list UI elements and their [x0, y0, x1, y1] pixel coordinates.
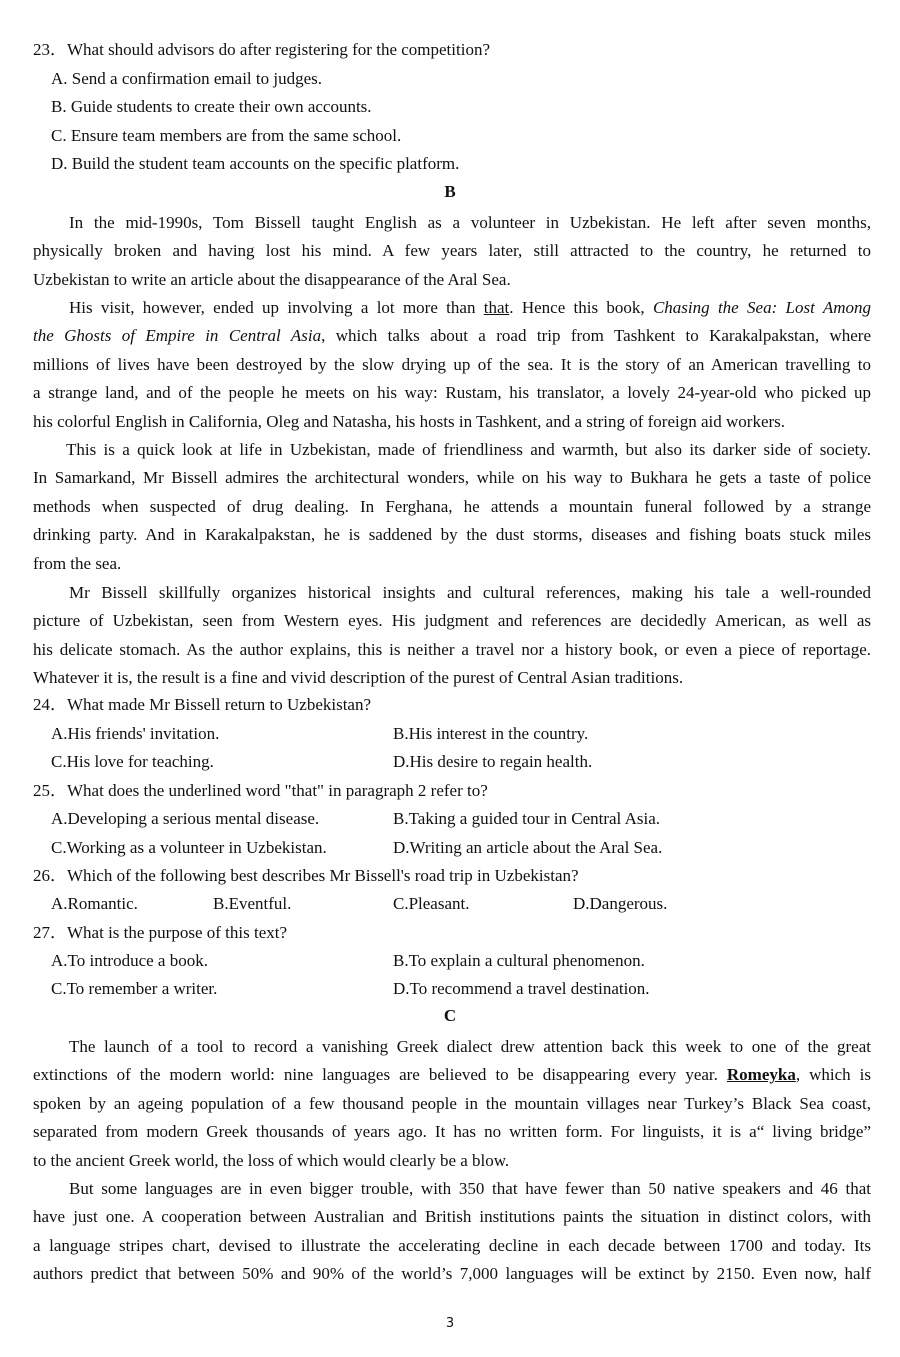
- text-line: drinking party. And in Karakalpakstan, he is saddened by the dust storms, diseases and fishing boats stuck miles: [33, 525, 871, 545]
- text-line: to the ancient Greek world, the loss of which would clearly be a blow.: [33, 1150, 510, 1170]
- q27-option-d: D.To recommend a travel destination.: [393, 979, 650, 998]
- text-line: physically broken and having lost his mind. A few years later, still attracted to the country, he returned to: [33, 241, 871, 261]
- q24-option-a: A.His friends' invitation.: [51, 724, 220, 743]
- text-line: The launch of a tool to record a vanishing Greek dialect drew attention back this week to one of the great: [69, 1037, 871, 1056]
- text-run: His visit, however, ended up involving a lot more than: [69, 298, 484, 317]
- q26-option-b: B.Eventful.: [213, 894, 292, 913]
- section-b-paragraph-2: [33, 294, 871, 436]
- book-title-part-1: Chasing the Sea: Lost Among: [652, 298, 871, 317]
- q25-stem: 25．What does the underlined word "that" in paragraph 2 refer to?: [33, 781, 488, 800]
- q24-stem: 24．What made Mr Bissell return to Uzbekistan?: [33, 695, 372, 714]
- q23-option-b: B. Guide students to create their own accounts.: [51, 97, 372, 116]
- text-run: . Hence this book,: [509, 298, 653, 317]
- q26-option-a: A.Romantic.: [51, 894, 138, 913]
- q26-option-d: D.Dangerous.: [573, 894, 668, 913]
- text-line: millions of lives have been destroyed by the slow drying up of the sea. It is the story of an American travelling to: [33, 354, 871, 374]
- text-line: from the sea.: [33, 553, 122, 573]
- q27-option-c: C.To remember a writer.: [51, 979, 218, 998]
- text-line: [33, 294, 871, 322]
- section-c-paragraph-1: [33, 1033, 871, 1175]
- text-line: In Samarkand, Mr Bissell admires the architectural wonders, while on his way to Bukhara he gets a taste of police: [33, 468, 871, 488]
- text-line: authors predict that between 50% and 90% of the world’s 7,000 languages will be extinct by 2150. Even now, half: [33, 1264, 871, 1284]
- section-b-paragraph-1: [33, 209, 871, 294]
- text-run: extinctions of the modern world: nine languages are believed to be disappearing every year.: [33, 1065, 727, 1085]
- q23-stem: 23．What should advisors do after registering for the competition?: [33, 40, 490, 59]
- text-line: have just one. A cooperation between Australian and British institutions paints the situation in distinct colors, with: [33, 1207, 871, 1227]
- text-line: But some languages are in even bigger trouble, with 350 that have fewer than 50 native speakers and 46 that: [69, 1179, 871, 1198]
- keyword-romeyka: Romeyka: [726, 1065, 796, 1085]
- section-b-paragraph-4: [33, 579, 871, 693]
- text-line: separated from modern Greek thousands of years ago. It has no written form. For linguists, it is a“ living bridge”: [33, 1122, 871, 1142]
- q27-option-a: A.To introduce a book.: [51, 951, 208, 970]
- text-line: a language stripes chart, devised to illustrate the accelerating decline in each decade between 1700 and today. Its: [33, 1235, 871, 1255]
- q26-option-c: C.Pleasant.: [393, 894, 470, 913]
- section-c-heading: C: [443, 1006, 457, 1025]
- text-line: spoken by an ageing population of a few thousand people in the mountain villages near Turkey’s Black Sea coast,: [33, 1093, 871, 1113]
- q24-option-b: B.His interest in the country.: [393, 724, 589, 743]
- underlined-word-that: that: [483, 298, 510, 317]
- q25-option-d: D.Writing an article about the Aral Sea.: [393, 838, 663, 857]
- text-line: [33, 1061, 871, 1089]
- text-run: , which talks about a road trip from Tashkent to Karakalpakstan, where: [321, 326, 871, 346]
- text-line: Whatever it is, the result is a fine and vivid description of the purest of Central Asian traditions.: [33, 668, 684, 688]
- q25-option-a: A.Developing a serious mental disease.: [51, 809, 320, 828]
- q26-stem: 26．Which of the following best describes Mr Bissell's road trip in Uzbekistan?: [33, 866, 579, 885]
- text-run: , which is: [795, 1065, 871, 1085]
- q25-option-c: C.Working as a volunteer in Uzbekistan.: [51, 838, 327, 857]
- q27-option-b: B.To explain a cultural phenomenon.: [393, 951, 645, 970]
- text-line: [33, 322, 871, 350]
- text-line: picture of Uzbekistan, seen from Western eyes. His judgment and references are decidedly American, as well as: [33, 611, 871, 631]
- text-line: In the mid-1990s, Tom Bissell taught English as a volunteer in Uzbekistan. He left after seven months,: [69, 213, 871, 232]
- text-line: Uzbekistan to write an article about the disappearance of the Aral Sea.: [33, 269, 511, 289]
- text-line: his delicate stomach. As the author explains, this is neither a travel nor a history book, or even a piece of reportage.: [33, 639, 871, 659]
- text-line: Mr Bissell skillfully organizes historical insights and cultural references, making his tale a well-rounded: [69, 583, 871, 602]
- q23-option-d: D. Build the student team accounts on the specific platform.: [51, 154, 460, 173]
- text-line: This is a quick look at life in Uzbekistan, made of friendliness and warmth, but also its darker side of society.: [66, 440, 871, 459]
- section-b-heading: B: [444, 182, 456, 201]
- section-b-paragraph-3: [33, 436, 871, 578]
- q27-stem: 27．What is the purpose of this text?: [33, 923, 288, 942]
- book-title-part-2: the Ghosts of Empire in Central Asia: [33, 326, 322, 346]
- q25-option-b: B.Taking a guided tour in Central Asia.: [393, 809, 660, 828]
- text-line: a strange land, and of the people he meets on his way: Rustam, his translator, a lovely 24-year-old who picked up: [33, 383, 871, 403]
- text-line: his colorful English in California, Oleg and Natasha, his hosts in Tashkent, and a string of foreign aid workers.: [33, 411, 786, 431]
- q24-option-d: D.His desire to regain health.: [393, 752, 593, 771]
- section-c-paragraph-2: [33, 1175, 871, 1289]
- q24-option-c: C.His love for teaching.: [51, 752, 214, 771]
- text-line: methods when suspected of drug dealing. In Ferghana, he attends a mountain funeral followed by a strange: [33, 496, 871, 516]
- q23-option-c: C. Ensure team members are from the same school.: [51, 126, 402, 145]
- q23-option-a: A. Send a confirmation email to judges.: [51, 69, 322, 88]
- page-number: 3: [445, 1316, 455, 1331]
